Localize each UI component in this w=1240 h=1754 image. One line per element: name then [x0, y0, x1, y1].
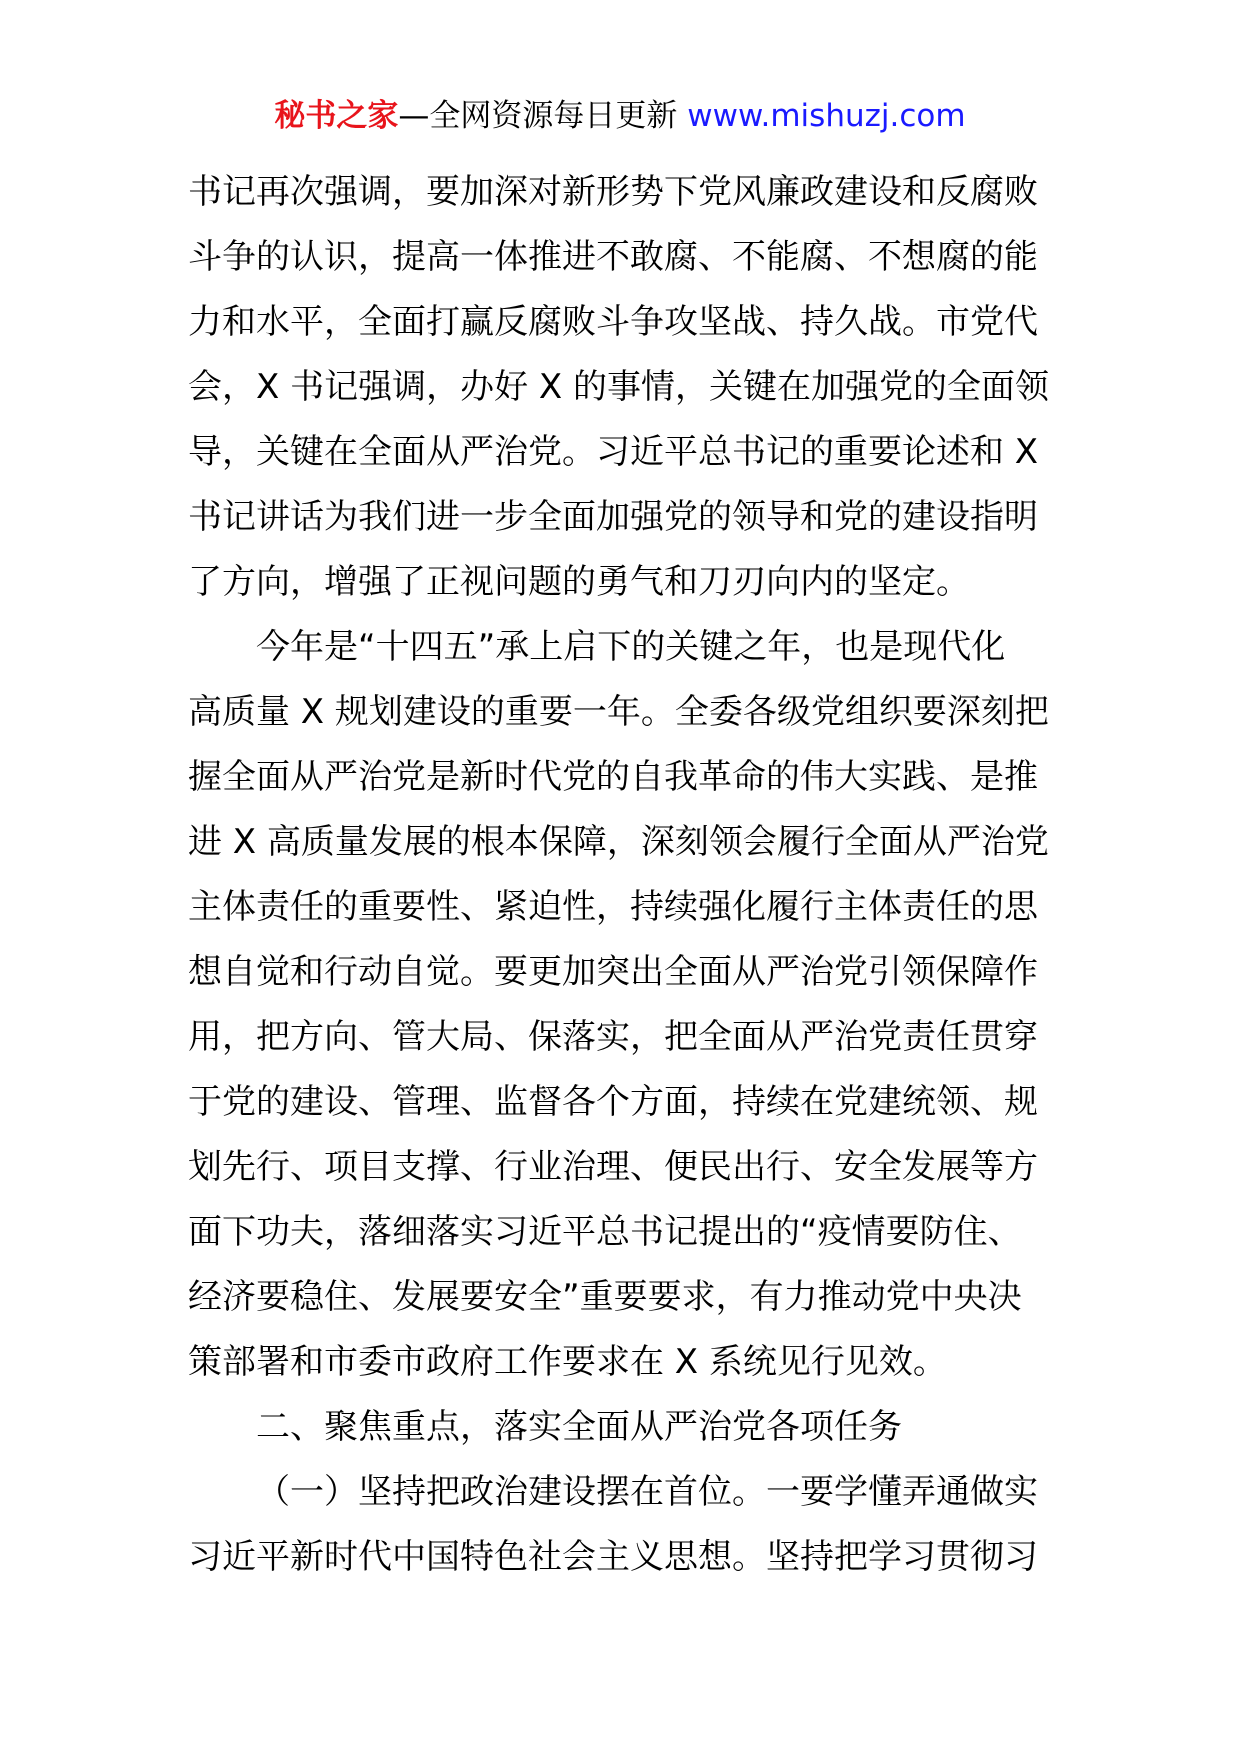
text-line: 高质量 X 规划建设的重要一年。全委各级党组织要深刻把 — [188, 692, 1049, 732]
text-line: 想自觉和行动自觉。要更加突出全面从严治党引领保障作 — [188, 952, 1038, 992]
section-heading: 二、聚焦重点，落实全面从严治党各项任务 — [256, 1407, 902, 1447]
text-line: 经济要稳住、发展要安全”重要要求，有力推动党中央决 — [188, 1277, 1022, 1317]
text-line: 划先行、项目支撑、行业治理、便民出行、安全发展等方 — [188, 1147, 1038, 1187]
subsection-start-line: （一）坚持把政治建设摆在首位。一要学懂弄通做实 — [256, 1472, 1038, 1512]
text-line: 了方向，增强了正视问题的勇气和刀刃向内的坚定。 — [188, 562, 970, 602]
brand-tagline: —全网资源每日更新 — [398, 98, 678, 134]
text-line: 进 X 高质量发展的根本保障，深刻领会履行全面从严治党 — [188, 822, 1049, 862]
paragraph-start-line: 今年是“十四五”承上启下的关键之年，也是现代化 — [256, 627, 1006, 667]
document-body — [188, 160, 1068, 1590]
site-watermark-header — [0, 96, 1240, 136]
text-line: 力和水平，全面打赢反腐败斗争攻坚战、持久战。市党代 — [188, 302, 1038, 342]
text-line: 主体责任的重要性、紧迫性，持续强化履行主体责任的思 — [188, 887, 1038, 927]
text-line: 策部署和市委市政府工作要求在 X 系统见行见效。 — [188, 1342, 947, 1382]
text-line: 书记再次强调，要加深对新形势下党风廉政建设和反腐败 — [188, 172, 1038, 212]
text-line: 习近平新时代中国特色社会主义思想。坚持把学习贯彻习 — [188, 1537, 1038, 1577]
text-line: 会，X 书记强调，办好 X 的事情，关键在加强党的全面领 — [188, 367, 1050, 407]
text-line: 握全面从严治党是新时代党的自我革命的伟大实践、是推 — [188, 757, 1038, 797]
text-line: 于党的建设、管理、监督各个方面，持续在党建统领、规 — [188, 1082, 1038, 1122]
text-line: 面下功夫，落细落实习近平总书记提出的“疫情要防住、 — [188, 1212, 1022, 1252]
brand-name: 秘书之家 — [274, 98, 399, 134]
site-url: www.mishuzj.com — [687, 98, 966, 134]
text-line: 书记讲话为我们进一步全面加强党的领导和党的建设指明 — [188, 497, 1038, 537]
text-line: 斗争的认识，提高一体推进不敢腐、不能腐、不想腐的能 — [188, 237, 1038, 277]
text-line: 用，把方向、管大局、保落实，把全面从严治党责任贯穿 — [188, 1017, 1038, 1057]
text-line: 导，关键在全面从严治党。习近平总书记的重要论述和 X — [188, 432, 1039, 472]
